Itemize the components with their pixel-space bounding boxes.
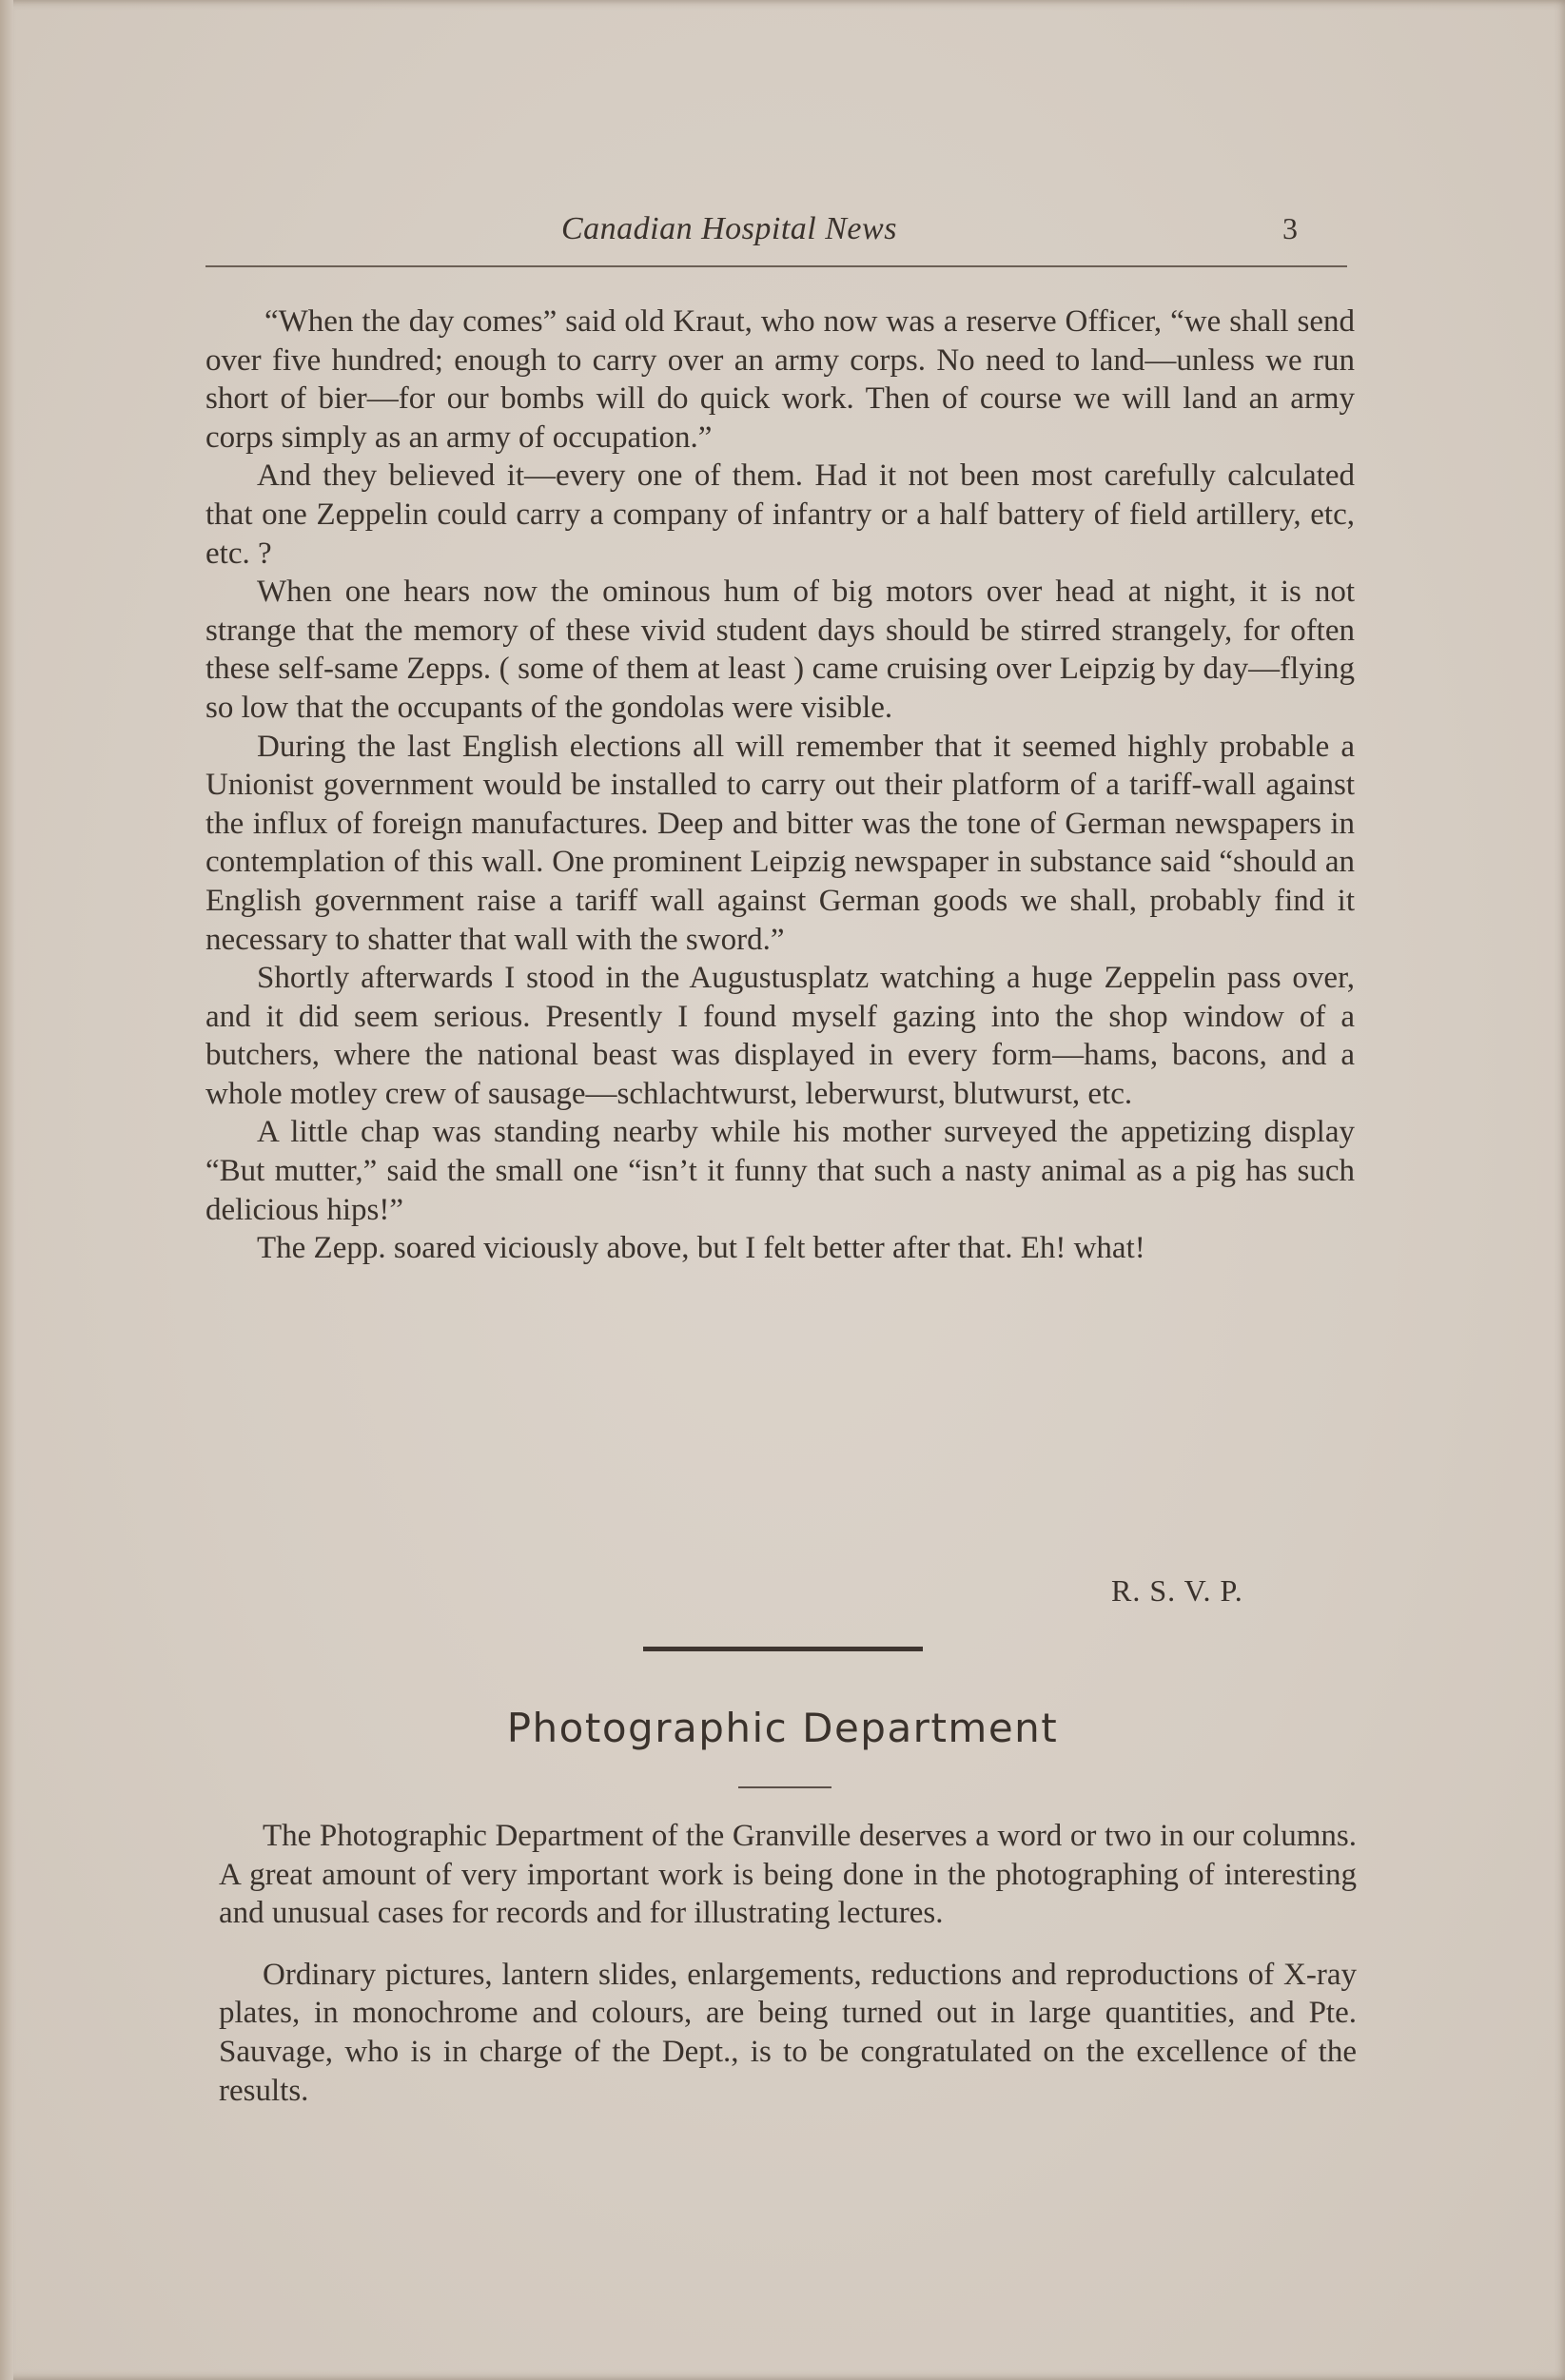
section-title: Photographic Department (506, 1705, 1059, 1751)
page-header (205, 200, 1347, 253)
title-underline (738, 1786, 831, 1788)
header-rule (205, 265, 1347, 267)
article-paragraph: Shortly afterwards I stood in the Augustusplatz watching a huge Zeppelin pass over, and it did seem serious. Presently I found myself gazing into the shop window of a butchers, where the national beast was displayed in every form—hams, bacons, and a whole motley crew of sausage—schlachtwurst, leberwurst, blutwurst, etc. (205, 961, 1355, 1111)
page-number: 3 (1282, 211, 1298, 245)
page-binding-edge (0, 0, 13, 2380)
article-paragraph: “When the day comes” said old Kraut, who now was a reserve Officer, “we shall send over five hundred; enough to carry over an army corps. No need to land—unless we run short of bier—for our bombs will do quick work. Then of course we will land an army corps simply as an army of occupation.” (205, 304, 1355, 455)
section-paragraph: Ordinary pictures, lantern slides, enlargements, reductions and reproductions of X-ray plates, in monochrome and colours, are being turned out in large quantities, and Pte. Sauvage, who is in charge of the Dept., is to be congratulated on the excellence of the results. (219, 1957, 1357, 2108)
section-body (219, 1817, 1357, 2133)
running-title: Canadian Hospital News (561, 211, 897, 246)
article-signature: R. S. V. P. (1111, 1573, 1243, 1608)
article-paragraph: A little chap was standing nearby while his mother surveyed the appetizing display “But mutter,” said the small one “isn’t it funny that such a nasty animal as a pig has such delicious hips!” (205, 1115, 1355, 1227)
article-paragraph: During the last English elections all will remember that it seemed highly probable a Unionist government would be installed to carry out their platform of a tariff-wall against the influx of foreign manufactures. Deep and bitter was the tone of German newspapers in contemplation of this wall. One prominent Leipzig newspaper in substance said “should an English government raise a tariff wall against German goods we shall, probably find it necessary to shatter that wall with the sword.” (205, 729, 1355, 957)
section-divider (643, 1647, 923, 1651)
article-body (205, 302, 1355, 1268)
section-paragraph: The Photographic Department of the Granville deserves a word or two in our columns. A great amount of very important work is being done in the photographing of interesting and unusual cases for records and for illustrating lectures. (219, 1819, 1357, 1931)
article-paragraph: When one hears now the ominous hum of big motors over head at night, it is not strange that the memory of these vivid student days should be stirred strangely, for often these self-same Zepps. ( some of them at least ) came cruising over Leipzig by day—flying so low that the occupants of the gondolas were visible. (205, 575, 1355, 725)
article-paragraph: And they believed it—every one of them. Had it not been most carefully calculated that one Zeppelin could carry a company of infantry or a half battery of field artillery, etc, etc. ? (205, 458, 1355, 571)
article-paragraph: The Zepp. soared viciously above, but I felt better after that. Eh! what! (257, 1231, 1145, 1266)
